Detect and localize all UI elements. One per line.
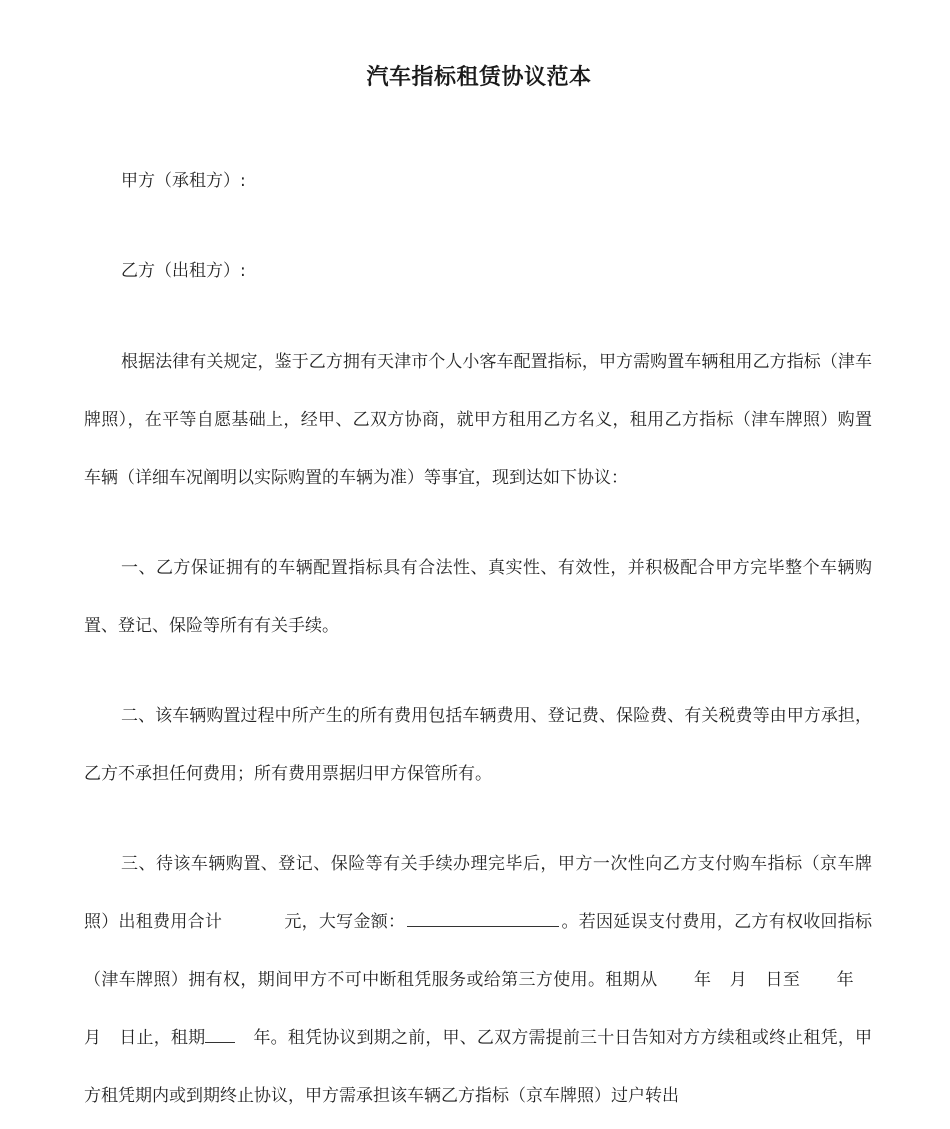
end-year-label: 年 bbox=[836, 970, 855, 990]
end-month-label: 月 bbox=[84, 1028, 102, 1048]
end-day-label: 日止，租期 bbox=[119, 1028, 206, 1048]
clause-3-text-2: 元，大写金额： bbox=[284, 912, 406, 932]
intro-paragraph: 根据法律有关规定，鉴于乙方拥有天津市个人小客车配置指标，甲方需购置车辆租用乙方指标（津车牌照），在平等自愿基础上，经甲、乙双方协商，就甲方租用乙方名义，租用乙方指标（津车牌照）购置车辆（详细车况阐明以实际购置的车辆为准）等事宜，现到达如下协议： bbox=[84, 352, 872, 488]
clause-3-text-4: 年。租凭协议到期之前，甲、乙双方需提前三十日告知对方方续租或终止租凭，甲方租凭期内或到期终止协议，甲方需承担该车辆乙方指标（京车牌照）过户转出 bbox=[84, 1028, 872, 1106]
party-b-line: 乙方（出租方）: bbox=[121, 261, 246, 281]
start-day-label: 日 bbox=[765, 970, 783, 990]
clause-2-paragraph: 二、该车辆购置过程中所产生的所有费用包括车辆费用、登记费、保险费、有关税费等由甲方承担，乙方不承担任何费用；所有费用票据归甲方保管所有。 bbox=[84, 706, 872, 784]
to-label: 至 bbox=[782, 970, 801, 990]
clause-1-paragraph: 一、乙方保证拥有的车辆配置指标具有合法性、真实性、有效性，并积极配合甲方完毕整个车辆购置、登记、保险等所有有关手续。 bbox=[84, 558, 872, 636]
start-month-label: 月 bbox=[729, 970, 748, 990]
document-title: 汽车指标租赁协议范本 bbox=[366, 65, 592, 90]
term-blank bbox=[205, 1028, 235, 1043]
amount-words-blank bbox=[407, 912, 559, 927]
start-year-label: 年 bbox=[693, 970, 712, 990]
clause-3-paragraph bbox=[84, 835, 872, 1125]
clause-3-text-3: 。若因延误支付费用，乙方有权收回指标（津车牌照）拥有权，期间甲方不可中断租凭服务或给第三方使用。租期从 bbox=[84, 912, 872, 990]
party-a-line: 甲方（承租方）: bbox=[121, 171, 246, 191]
clause-3-text-1: 三、待该车辆购置、登记、保险等有关手续办理完毕后，甲方一次性向乙方支付购车指标（京车牌照）出租费用合计 bbox=[84, 854, 872, 932]
